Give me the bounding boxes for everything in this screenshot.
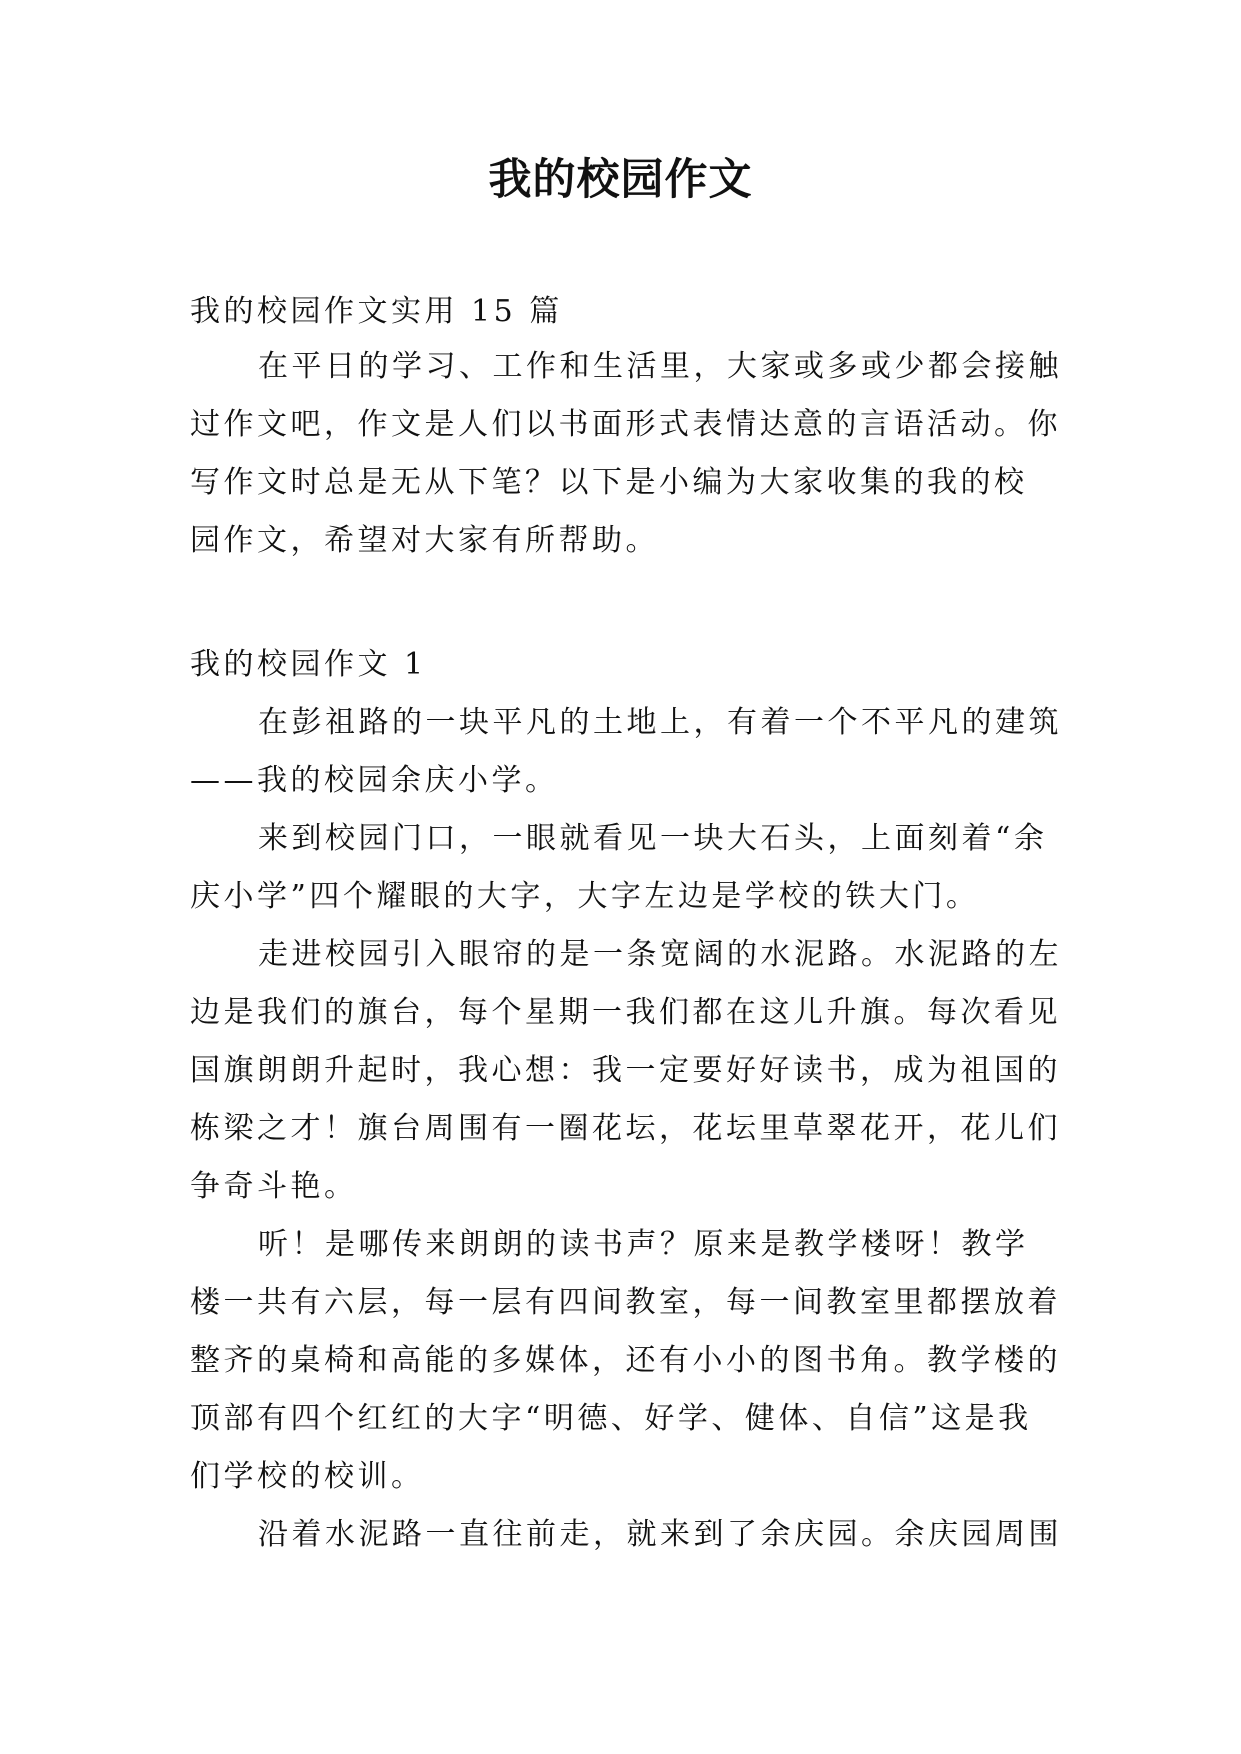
document-subtitle: 我的校园作文实用 15 篇 (190, 294, 563, 329)
intro-line: 在平日的学习、工作和生活里，大家或多或少都会接触 (258, 349, 1062, 384)
body-line: 沿着水泥路一直往前走，就来到了余庆园。余庆园周围 (258, 1517, 1062, 1552)
intro-line: 过作文吧，作文是人们以书面形式表情达意的言语活动。你 (190, 407, 1061, 442)
body-line: ——我的校园余庆小学。 (190, 763, 559, 798)
body-line: 来到校园门口，一眼就看见一块大石头，上面刻着“余 (258, 821, 1048, 856)
body-line: 走进校园引入眼帘的是一条宽阔的水泥路。水泥路的左 (258, 937, 1062, 972)
intro-line: 写作文时总是无从下笔？以下是小编为大家收集的我的校 (190, 465, 1028, 500)
body-line: 栋梁之才！旗台周围有一圈花坛，花坛里草翠花开，花儿们 (190, 1111, 1061, 1146)
document-title: 我的校园作文 (488, 155, 753, 205)
body-line: 争奇斗艳。 (190, 1169, 358, 1204)
section-heading: 我的校园作文 1 (190, 647, 427, 682)
body-line: 楼一共有六层，每一层有四间教室，每一间教室里都摆放着 (190, 1285, 1061, 1320)
body-line: 边是我们的旗台，每个星期一我们都在这儿升旗。每次看见 (190, 995, 1061, 1030)
body-line: 国旗朗朗升起时，我心想：我一定要好好读书，成为祖国的 (190, 1053, 1061, 1088)
body-line: 顶部有四个红红的大字“明德、好学、健体、自信”这是我 (190, 1401, 1032, 1436)
intro-line: 园作文，希望对大家有所帮助。 (190, 523, 659, 558)
body-line: 庆小学”四个耀眼的大字，大字左边是学校的铁大门。 (190, 879, 980, 914)
body-line: 在彭祖路的一块平凡的土地上，有着一个不平凡的建筑 (258, 705, 1062, 740)
body-line: 整齐的桌椅和高能的多媒体，还有小小的图书角。教学楼的 (190, 1343, 1061, 1378)
body-line: 听！是哪传来朗朗的读书声？原来是教学楼呀！教学 (258, 1227, 1029, 1262)
body-line: 们学校的校训。 (190, 1459, 425, 1494)
